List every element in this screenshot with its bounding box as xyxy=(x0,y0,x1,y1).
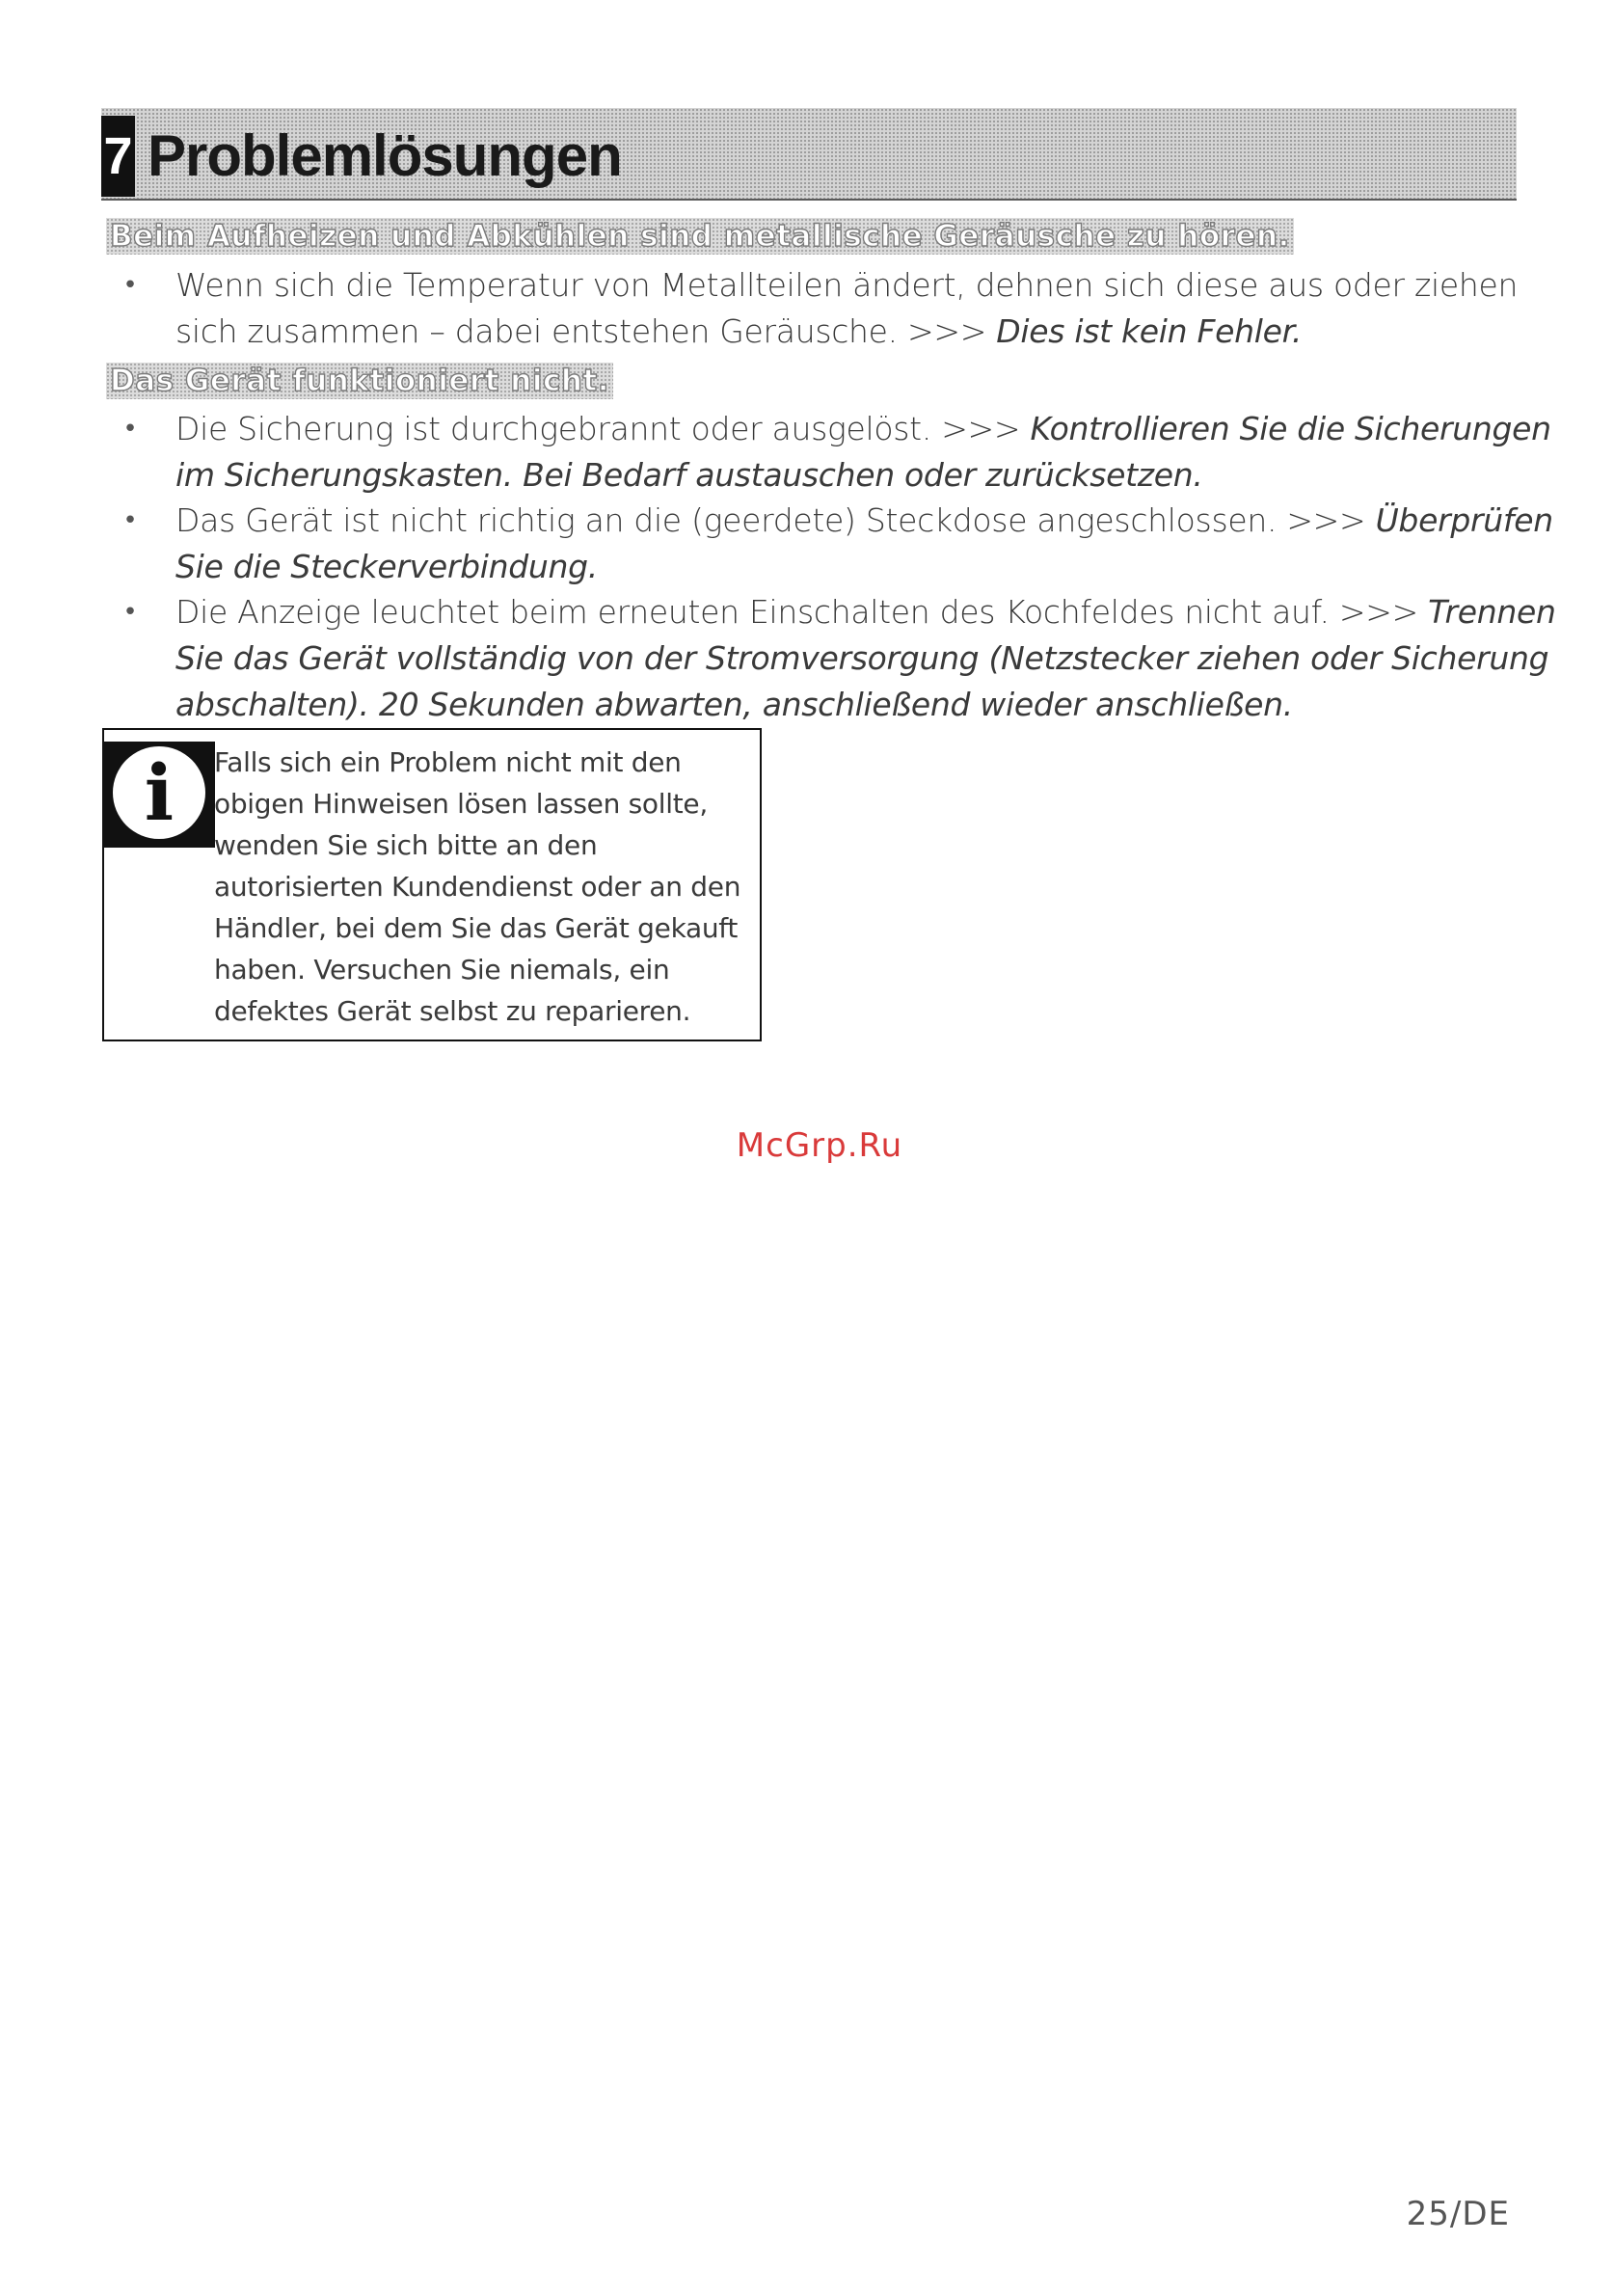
list-item-text xyxy=(175,498,1583,590)
remedy-text: Trennen Sie das Gerät vollständig von der Stromversorgung (Netzstecker ziehen oder Sicherung abschalten). 20 Sekunden abwarten, anschließend wieder anschließen. xyxy=(175,593,1556,723)
chapter-header xyxy=(101,108,1517,201)
remedy-text: Kontrollieren Sie die Sicherungen im Sicherungskasten. Bei Bedarf austauschen oder zurücksetzen. xyxy=(175,410,1551,494)
list-item-text xyxy=(175,262,1583,355)
problem-text: Die Sicherung ist durchgebrannt oder ausgelöst. >>> xyxy=(175,410,1031,447)
info-note-text: Falls sich ein Problem nicht mit den obigen Hinweisen lösen lassen sollte, wenden Sie sich bitte an den autorisierten Kundendienst oder an den Händler, bei dem Sie das Gerät gekauft haben. Versuchen Sie niemals, ein defektes Gerät selbst zu reparieren. xyxy=(214,746,741,1027)
info-icon xyxy=(104,742,215,848)
list-item-text xyxy=(175,406,1583,499)
chapter-number: 7 xyxy=(101,116,135,197)
page-number: 25/DE xyxy=(1406,2195,1510,2233)
section-heading-not-working: Das Gerät funktioniert nicht. xyxy=(106,363,613,399)
remedy-text: Dies ist kein Fehler. xyxy=(996,312,1303,350)
problem-text: Das Gerät ist nicht richtig an die (geerdete) Steckdose angeschlossen. >>> xyxy=(175,501,1376,539)
section-heading-noise: Beim Aufheizen und Abkühlen sind metallische Geräusche zu hören. xyxy=(106,218,1294,255)
problem-text: Wenn sich die Temperatur von Metallteilen ändert, dehnen sich diese aus oder ziehen sich zusammen – dabei entstehen Geräusche. >>> xyxy=(175,266,1519,350)
info-icon-glyph: i xyxy=(113,746,205,839)
watermark: McGrp.Ru xyxy=(736,1126,903,1165)
list-item-text xyxy=(175,589,1583,728)
bullet-icon: • xyxy=(122,506,138,535)
info-note-box xyxy=(102,728,762,1041)
problem-text: Die Anzeige leuchtet beim erneuten Einschalten des Kochfeldes nicht auf. >>> xyxy=(175,593,1429,631)
bullet-icon: • xyxy=(122,415,138,444)
bullet-icon: • xyxy=(122,271,138,300)
bullet-icon: • xyxy=(122,598,138,627)
remedy-text: Überprüfen Sie die Steckerverbindung. xyxy=(175,501,1553,585)
chapter-title: Problemlösungen xyxy=(148,123,622,188)
